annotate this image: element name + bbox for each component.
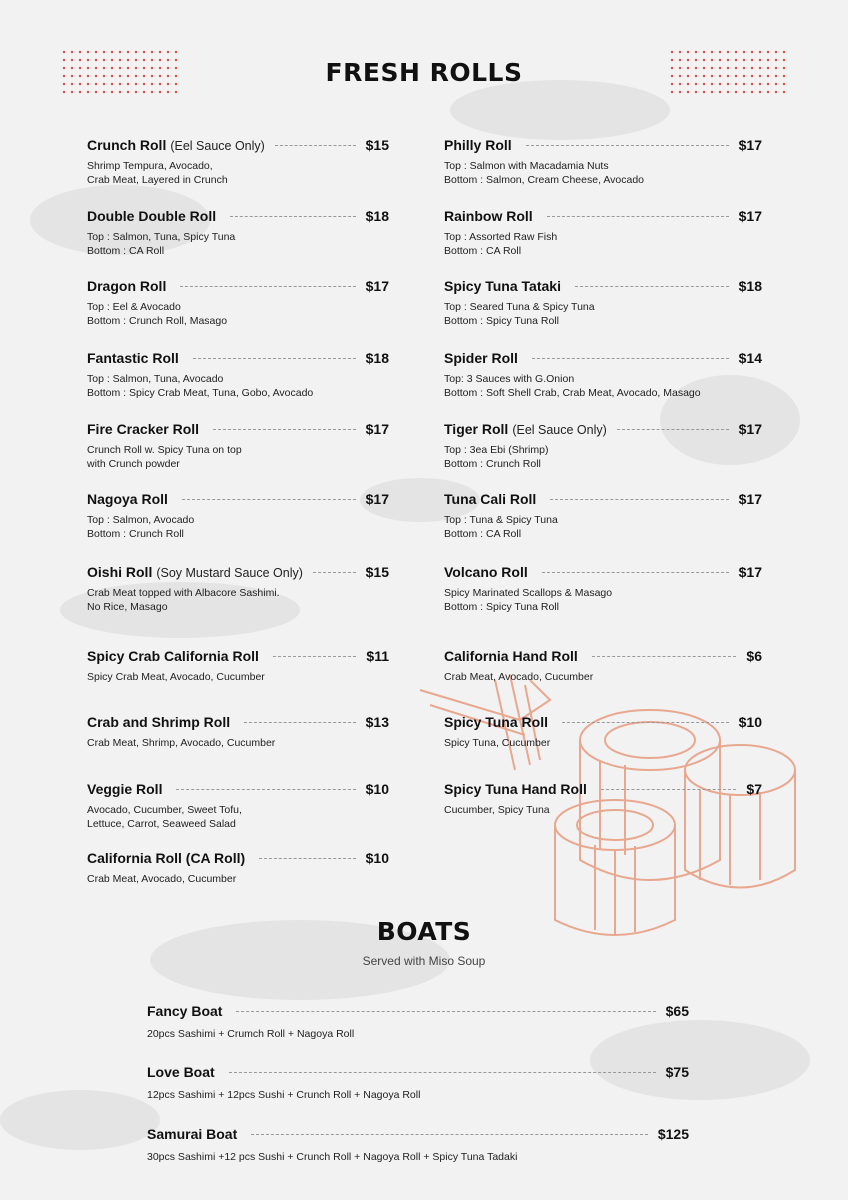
dotted-leader — [550, 499, 728, 500]
menu-item — [444, 491, 762, 541]
item-name: Rainbow Roll — [444, 208, 533, 224]
menu-item-row — [444, 137, 762, 155]
dotted-leader — [532, 358, 729, 359]
item-name: Veggie Roll — [87, 781, 163, 797]
item-name: Samurai Boat — [147, 1126, 238, 1142]
menu-item-row — [87, 278, 389, 296]
item-price: $10 — [365, 850, 389, 866]
dotted-leader — [259, 858, 355, 859]
item-name: Spicy Tuna Hand Roll — [444, 781, 587, 797]
menu-item-row — [87, 564, 389, 582]
item-description: 20pcs Sashimi + Crumch Roll + Nagoya Roll — [147, 1028, 355, 1040]
dotted-leader — [180, 286, 355, 287]
item-name: Volcano Roll — [444, 564, 528, 580]
menu-item — [444, 781, 762, 817]
item-description: Avocado, Cucumber, Sweet Tofu, Lettuce, Carrot, Seaweed Salad — [87, 804, 242, 830]
item-price: $17 — [738, 564, 762, 580]
item-name: California Hand Roll — [444, 648, 578, 664]
dotted-leader — [547, 216, 729, 217]
item-note: (Soy Mustard Sauce Only) — [156, 566, 303, 580]
item-name: California Roll (CA Roll) — [87, 850, 246, 866]
menu-item-row — [87, 137, 389, 155]
menu-item-row — [444, 564, 762, 582]
menu-item-row — [444, 491, 762, 509]
item-price: $10 — [738, 714, 762, 730]
item-description: Cucumber, Spicy Tuna — [444, 804, 550, 816]
item-name: Fire Cracker Roll — [87, 421, 200, 437]
item-price: $14 — [738, 350, 762, 366]
item-description: Top : Salmon, Tuna, Spicy Tuna Bottom : CA Roll — [87, 231, 236, 257]
item-description: Top: 3 Sauces with G.Onion Bottom : Soft Shell Crab, Crab Meat, Avocado, Masago — [444, 373, 701, 399]
item-price: $10 — [365, 781, 389, 797]
dotted-leader — [229, 1072, 656, 1073]
item-price: $17 — [738, 421, 762, 437]
item-description: Top : Assorted Raw Fish Bottom : CA Roll — [444, 231, 558, 257]
dotted-leader — [526, 145, 729, 146]
dotted-leader — [182, 499, 356, 500]
menu-item — [87, 350, 389, 400]
item-name: Philly Roll — [444, 137, 512, 153]
boats-subtitle: Served with Miso Soup — [362, 954, 486, 968]
item-price: $65 — [665, 1003, 689, 1019]
item-description: Crab Meat, Avocado, Cucumber — [87, 873, 237, 885]
item-name: Spicy Tuna Roll — [444, 714, 548, 730]
item-price: $11 — [366, 648, 389, 664]
item-description: Shrimp Tempura, Avocado, Crab Meat, Layered in Crunch — [87, 160, 228, 186]
dotted-leader — [230, 216, 356, 217]
menu-item — [444, 208, 762, 258]
item-price: $125 — [657, 1126, 689, 1142]
item-price: $17 — [738, 208, 762, 224]
item-name: Spicy Crab California Roll — [87, 648, 259, 664]
item-name: Crab and Shrimp Roll — [87, 714, 231, 730]
dotted-leader — [601, 789, 737, 790]
menu-item — [87, 781, 389, 831]
dotted-leader — [313, 572, 356, 573]
item-price: $7 — [746, 781, 762, 797]
menu-item — [444, 714, 762, 750]
item-price: $17 — [365, 421, 389, 437]
menu-item — [87, 714, 389, 750]
boats-title: BOATS — [376, 917, 472, 946]
menu-item — [87, 564, 389, 614]
item-price: $15 — [365, 137, 389, 153]
dotted-leader — [275, 145, 356, 146]
dotted-leader — [176, 789, 355, 790]
dotted-leader — [213, 429, 356, 430]
menu-item-row — [444, 781, 762, 799]
menu-item-row — [87, 208, 389, 226]
item-price: $75 — [665, 1064, 689, 1080]
menu-item-row — [444, 208, 762, 226]
item-name: Tiger Roll — [444, 421, 509, 437]
menu-item-row — [87, 491, 389, 509]
menu-item — [87, 278, 389, 328]
item-price: $18 — [365, 350, 389, 366]
menu-item-row — [444, 648, 762, 666]
item-name: Spicy Tuna Tataki — [444, 278, 561, 294]
item-name: Tuna Cali Roll — [444, 491, 537, 507]
item-name: Oishi Roll — [87, 564, 153, 580]
dotted-leader — [542, 572, 729, 573]
menu-item-row — [87, 421, 389, 439]
menu-item — [87, 421, 389, 471]
item-price: $13 — [365, 714, 389, 730]
item-description: Crab Meat, Shrimp, Avocado, Cucumber — [87, 737, 276, 749]
item-description: Top : Salmon, Tuna, Avocado Bottom : Spicy Crab Meat, Tuna, Gobo, Avocado — [87, 373, 314, 399]
menu-item-row — [87, 850, 389, 868]
item-description: Spicy Marinated Scallops & Masago Bottom : Spicy Tuna Roll — [444, 587, 613, 613]
dotted-leader — [251, 1134, 648, 1135]
menu-item-row — [87, 350, 389, 368]
menu-item — [444, 137, 762, 187]
menu-item — [444, 350, 762, 400]
item-note: (Eel Sauce Only) — [170, 139, 265, 153]
menu-item — [147, 1126, 689, 1164]
item-description: Top : Tuna & Spicy Tuna Bottom : CA Roll — [444, 514, 558, 540]
menu-item — [444, 648, 762, 684]
item-description: 30pcs Sashimi +12 pcs Sushi + Crunch Roll + Nagoya Roll + Spicy Tuna Tadaki — [147, 1151, 518, 1163]
menu-item-row — [87, 648, 389, 666]
menu-item-row — [147, 1003, 689, 1021]
item-description: Top : Salmon with Macadamia Nuts Bottom : Salmon, Cream Cheese, Avocado — [444, 160, 644, 186]
item-price: $6 — [746, 648, 762, 664]
item-description: Spicy Crab Meat, Avocado, Cucumber — [87, 671, 265, 683]
menu-item — [444, 564, 762, 614]
item-price: $18 — [738, 278, 762, 294]
menu-item-row — [444, 714, 762, 732]
dotted-leader — [562, 722, 729, 723]
menu-item — [87, 491, 389, 541]
item-description: Top : Seared Tuna & Spicy Tuna Bottom : Spicy Tuna Roll — [444, 301, 595, 327]
menu-item — [147, 1003, 689, 1041]
item-note: (Eel Sauce Only) — [512, 423, 607, 437]
item-description: Top : 3ea Ebi (Shrimp) Bottom : Crunch Roll — [444, 444, 549, 470]
item-description: Top : Salmon, Avocado Bottom : Crunch Roll — [87, 514, 195, 540]
item-price: $15 — [365, 564, 389, 580]
item-description: Crab Meat topped with Albacore Sashimi. No Rice, Masago — [87, 587, 280, 613]
menu-item-row — [87, 714, 389, 732]
item-description: Top : Eel & Avocado Bottom : Crunch Roll, Masago — [87, 301, 228, 327]
menu-item — [444, 278, 762, 328]
menu-item — [147, 1064, 689, 1102]
dotted-leader — [273, 656, 356, 657]
item-name: Crunch Roll — [87, 137, 167, 153]
dotted-leader — [592, 656, 737, 657]
menu-item — [87, 137, 389, 187]
dotted-leader — [193, 358, 356, 359]
menu-item-row — [444, 350, 762, 368]
item-name: Spider Roll — [444, 350, 518, 366]
item-description: Spicy Tuna, Cucumber — [444, 737, 551, 749]
menu-item-row — [444, 278, 762, 296]
menu-item — [87, 850, 389, 886]
menu-item — [87, 208, 389, 258]
menu-item-row — [87, 781, 389, 799]
item-name: Fantastic Roll — [87, 350, 179, 366]
item-description: Crunch Roll w. Spicy Tuna on top with Crunch powder — [87, 444, 242, 470]
item-description: Crab Meat, Avocado, Cucumber — [444, 671, 594, 683]
dotted-leader — [617, 429, 729, 430]
item-price: $17 — [365, 278, 389, 294]
menu-item — [444, 421, 762, 471]
item-name: Double Double Roll — [87, 208, 217, 224]
fresh-rolls-title: FRESH ROLLS — [325, 58, 523, 87]
item-price: $17 — [738, 491, 762, 507]
item-name: Love Boat — [147, 1064, 215, 1080]
dotted-leader — [244, 722, 356, 723]
dotted-leader — [236, 1011, 655, 1012]
menu-item-row — [444, 421, 762, 439]
item-price: $17 — [738, 137, 762, 153]
menu-item-row — [147, 1064, 689, 1082]
item-name: Nagoya Roll — [87, 491, 168, 507]
menu-item — [87, 648, 389, 684]
item-price: $17 — [365, 491, 389, 507]
dotted-leader — [575, 286, 729, 287]
item-price: $18 — [365, 208, 389, 224]
menu-item-row — [147, 1126, 689, 1144]
item-name: Fancy Boat — [147, 1003, 223, 1019]
item-name: Dragon Roll — [87, 278, 167, 294]
item-description: 12pcs Sashimi + 12pcs Sushi + Crunch Roll + Nagoya Roll — [147, 1089, 421, 1101]
